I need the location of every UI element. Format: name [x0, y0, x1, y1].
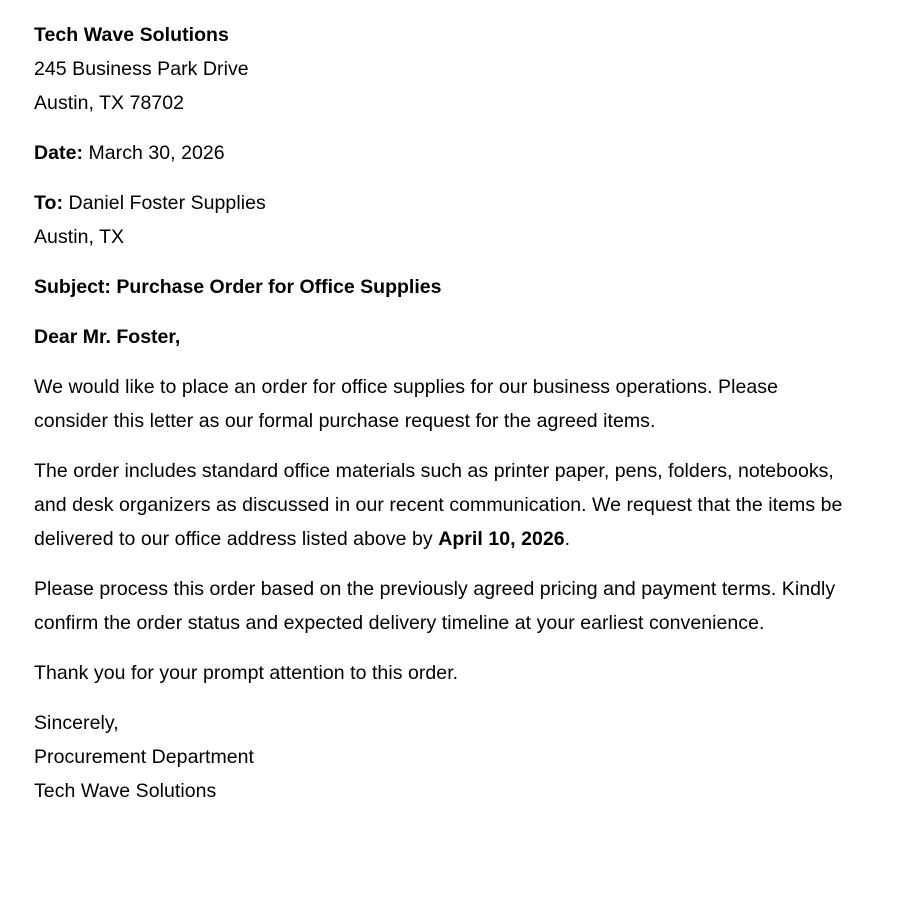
sender-city-state-zip: Austin, TX 78702 — [34, 92, 185, 114]
body-paragraph-4 — [34, 656, 850, 690]
body-paragraph-1 — [34, 370, 850, 438]
date-block — [34, 136, 850, 170]
recipient-block — [34, 186, 850, 254]
recipient-name: Daniel Foster Supplies — [68, 192, 266, 214]
salutation: Dear Mr. Foster, — [34, 326, 181, 348]
date-label: Date: — [34, 142, 84, 164]
closing-salutation: Sincerely, — [34, 712, 119, 734]
date-value-text: March 30, 2026 — [88, 142, 225, 164]
signature-company: Tech Wave Solutions — [34, 780, 217, 802]
body-paragraph-2 — [34, 454, 850, 556]
paragraph-1-text: We would like to place an order for office supplies for our business operations. Please consider this letter as our formal purchase request for the agreed items. — [34, 376, 778, 432]
recipient-label: To: — [34, 192, 64, 214]
signature-department: Procurement Department — [34, 746, 255, 768]
paragraph-4-text: Thank you for your prompt attention to this order. — [34, 662, 459, 684]
recipient-city-state: Austin, TX — [34, 226, 125, 248]
body-paragraph-3 — [34, 572, 850, 640]
signature-block — [34, 706, 850, 808]
recipient-line — [34, 186, 850, 220]
paragraph-2-text — [34, 454, 850, 556]
paragraph-2-before: The order includes standard office materials such as printer paper, pens, folders, notebooks, and desk organizers as discussed in our recent communication. We request that the items be delivered to our office address listed above by — [34, 460, 843, 550]
subject-line: Subject: Purchase Order for Office Supplies — [34, 276, 442, 298]
paragraph-3-text: Please process this order based on the previously agreed pricing and payment terms. Kindly confirm the order status and expected delivery timeline at your earliest convenience. — [34, 578, 836, 634]
paragraph-2-after: . — [564, 528, 571, 550]
date-line — [34, 136, 850, 170]
salutation-block — [34, 320, 850, 354]
sender-address-block — [34, 18, 850, 120]
delivery-deadline-date: April 10, 2026 — [438, 528, 565, 550]
subject-block — [34, 270, 850, 304]
sender-company: Tech Wave Solutions — [34, 24, 229, 46]
sender-street: 245 Business Park Drive — [34, 58, 249, 80]
